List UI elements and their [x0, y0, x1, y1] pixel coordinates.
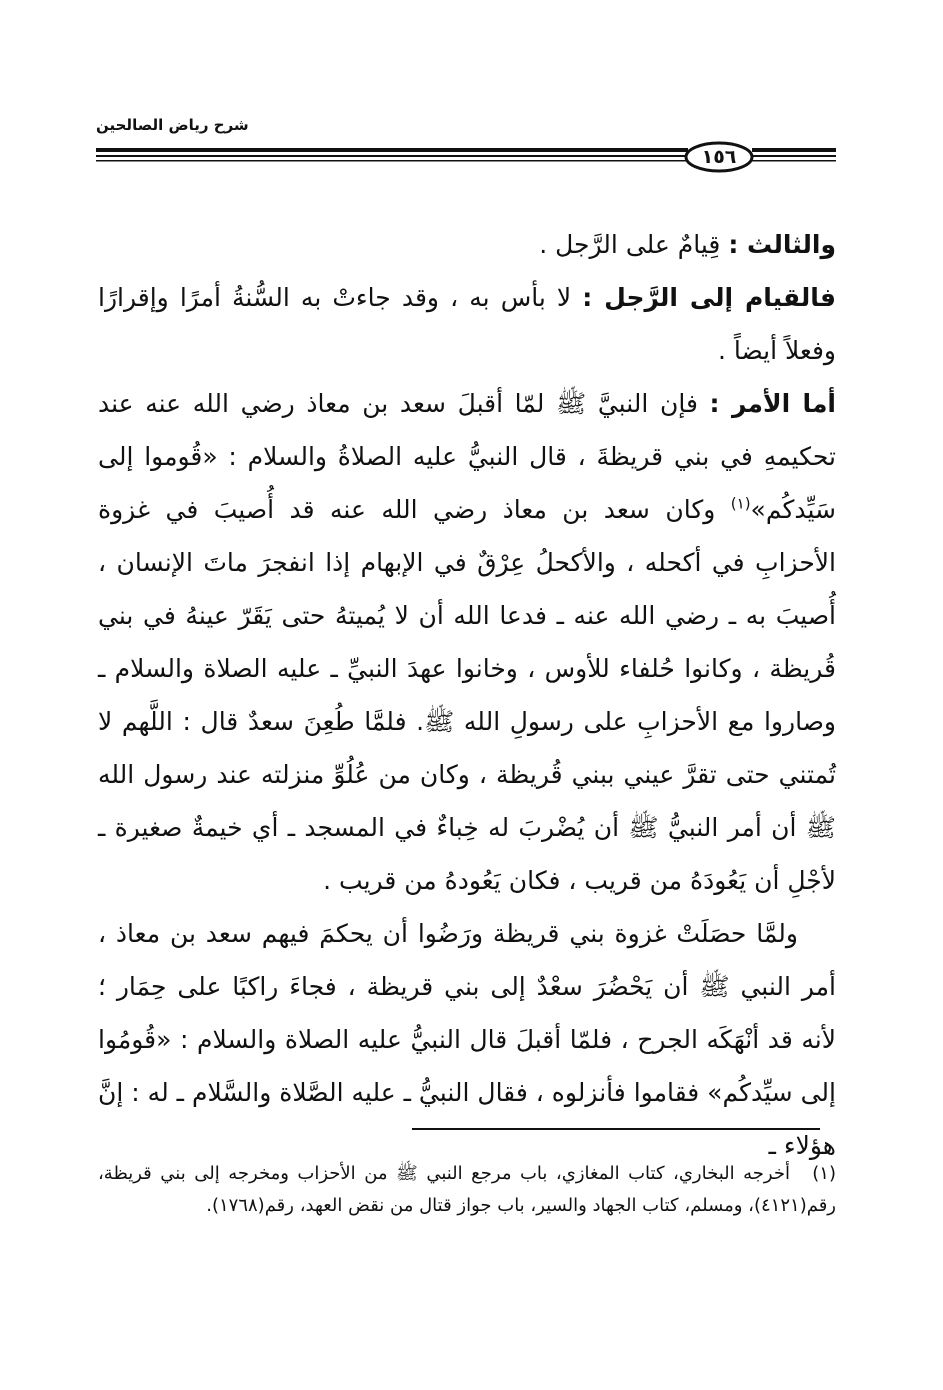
- paragraph-3-text-b: وكان سعد بن معاذ رضي الله عنه قد أُصيبَ في غزوة الأحزابِ في أكحله ، والأكحلُ عِرْقٌ في الإبهام إذا انفجرَ ماتَ الإنسان ، أُصيبَ به ـ رضي الله عنه ـ فدعا الله أن لا يُميتهُ حتى يَقَرّ عينهُ في بني قُريظة ، وكانوا حُلفاء للأوس ، وخانوا عهدَ النبيِّ ـ عليه الصلاة والسلام ـ وصاروا مع الأحزابِ على رسولِ الله ﷺ. فلمَّا طُعِنَ سعدٌ قال : اللَّهم لا تُمتني حتى تقرَّ عيني ببني قُريظة ، وكان من عُلُوِّ منزلته عند رسول الله ﷺ أن أمر النبيُّ ﷺ أن يُضْربَ له خِباءٌ في المسجد ـ أي خيمةٌ صغيرة ـ لأجْلِ أن يَعُودَهُ من قريب ، فكان يَعُودهُ من قريب .: [98, 495, 836, 895]
- paragraph-2-lead: فالقيام إلى الرَّجل :: [582, 283, 836, 312]
- running-title: شرح رياض الصالحين: [96, 116, 249, 134]
- paragraph-1-text: قِيامٌ على الرَّجل .: [539, 230, 729, 259]
- footnote-number: (١): [812, 1163, 836, 1184]
- main-text: [98, 218, 836, 1172]
- paragraph-3-lead: أما الأمر :: [709, 389, 836, 418]
- paragraph-1: [98, 218, 836, 271]
- paragraph-1-lead: والثالث :: [728, 230, 836, 259]
- footnote-text: أخرجه البخاري، كتاب المغازي، باب مرجع النبي ﷺ من الأحزاب ومخرجه إلى بني قريظة، رقم(٤١٢١)، ومسلم، كتاب الجهاد والسير، باب جواز قتال من نقض العهد، رقم(١٧٦٨).: [98, 1163, 836, 1216]
- paragraph-2: [98, 271, 836, 377]
- paragraph-3: [98, 377, 836, 907]
- footnote-reference: (١): [730, 494, 751, 513]
- paragraph-3-text-a: فإن النبيَّ ﷺ لمّا أقبلَ سعد بن معاذ رضي الله عنه عند تحكيمهِ في بني قريظةَ ، قال النبيُّ عليه الصلاةُ والسلام : «قُوموا إلى سَيِّدكُم»: [98, 389, 836, 524]
- paragraph-2-text: لا بأس به ، وقد جاءتْ به السُّنةُ أمرًا وإقرارًا وفعلاً أيضاً .: [98, 283, 836, 365]
- footnote: [98, 1158, 836, 1222]
- paragraph-4: ولمَّا حصَلَتْ غزوة بني قريظة ورَضُوا أن يحكمَ فيهم سعد بن معاذ ، أمر النبي ﷺ أن يَحْضُرَ سعْدٌ إلى بني قريظة ، فجاءَ راكبًا على حِمَار ؛ لأنه قد أنْهَكَه الجرح ، فلمّا أقبلَ قال النبيُّ عليه الصلاة والسلام : «قُومُوا إلى سيِّدكُم» فقاموا فأنزلوه ، فقال النبيُّ ـ عليه الصَّلاة والسَّلام ـ له : إنَّ هؤلاء ـ: [98, 919, 836, 1160]
- footnote-separator: [412, 1128, 820, 1130]
- page-number: ١٥٦: [701, 146, 737, 168]
